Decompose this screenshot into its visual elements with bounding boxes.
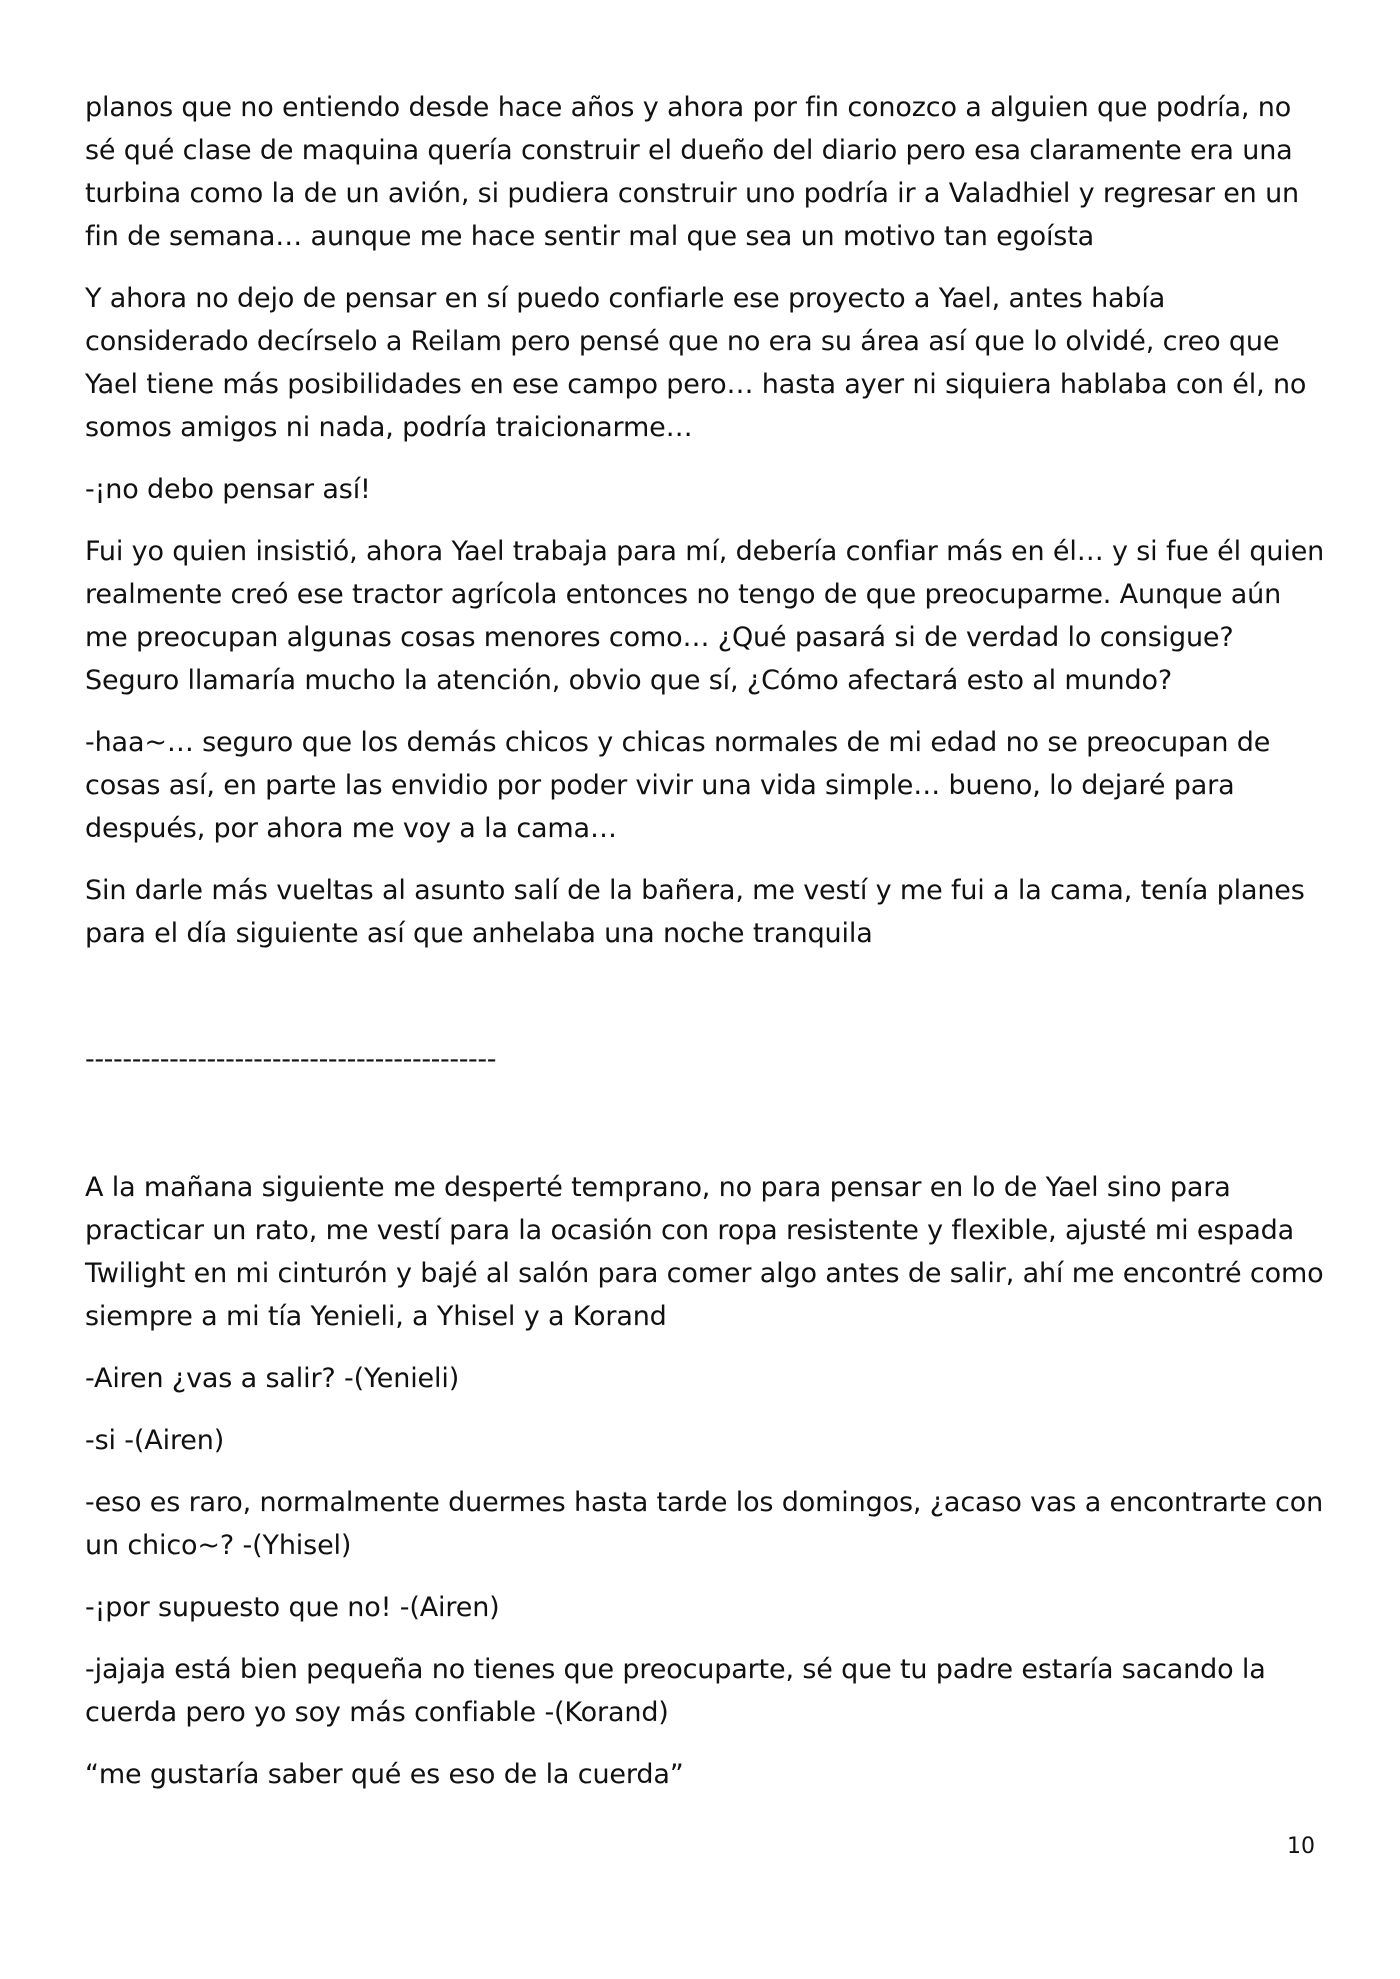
paragraph: Y ahora no dejo de pensar en sí puedo confiarle ese proyecto a Yael, antes había considerado decírselo a Reilam pero pensé que no era su área así que lo olvidé, creo que Yael tiene más posibilidades en ese campo pero… hasta ayer ni siquiera hablaba con él, no somos amigos ni nada, podría traicionarme… bbox=[85, 283, 1307, 443]
dialogue-line: -si -(Airen) bbox=[85, 1425, 225, 1456]
paragraph: planos que no entiendo desde hace años y ahora por fin conozco a alguien que podría, no sé qué clase de maquina quería construir el dueño del diario pero esa claramente era una turbina como la de un avión, si pudiera construir uno podría ir a Valadhiel y regresar en un fin de semana… aunque me hace sentir mal que sea un motivo tan egoísta bbox=[85, 92, 1299, 252]
dialogue-line: -jajaja está bien pequeña no tienes que preocuparte, sé que tu padre estaría sacando la cuerda pero yo soy más confiable -(Korand) bbox=[85, 1654, 1266, 1728]
scene-separator: -------------------------------------------- bbox=[85, 1044, 497, 1075]
paragraph: Fui yo quien insistió, ahora Yael trabaja para mí, debería confiar más en él… y si fue él quien realmente creó ese tractor agrícola entonces no tengo de que preocuparme. Aunque aún me preocupan algunas cosas menores como… ¿Qué pasará si de verdad lo consigue? Seguro llamaría mucho la atención, obvio que sí, ¿Cómo afectará esto al mundo? bbox=[85, 536, 1325, 696]
text-block-after-separator bbox=[85, 1166, 1325, 1796]
page-number: 10 bbox=[1287, 1834, 1315, 1859]
dialogue-line: -¡por supuesto que no! -(Airen) bbox=[85, 1592, 500, 1623]
dialogue-line: -Airen ¿vas a salir? -(Yenieli) bbox=[85, 1363, 460, 1394]
paragraph: Sin darle más vueltas al asunto salí de la bañera, me vestí y me fui a la cama, tenía planes para el día siguiente así que anhelaba una noche tranquila bbox=[85, 875, 1305, 949]
paragraph: -¡no debo pensar así! bbox=[85, 474, 371, 505]
paragraph: -haa~… seguro que los demás chicos y chicas normales de mi edad no se preocupan de cosas así, en parte las envidio por poder vivir una vida simple… bueno, lo dejaré para después, por ahora me voy a la cama… bbox=[85, 727, 1271, 844]
text-block-before-separator bbox=[85, 86, 1325, 955]
paragraph: A la mañana siguiente me desperté temprano, no para pensar en lo de Yael sino para practicar un rato, me vestí para la ocasión con ropa resistente y flexible, ajusté mi espada Twilight en mi cinturón y bajé al salón para comer algo antes de salir, ahí me encontré como siempre a mi tía Yenieli, a Yhisel y a Korand bbox=[85, 1172, 1324, 1332]
dialogue-line: -eso es raro, normalmente duermes hasta tarde los domingos, ¿acaso vas a encontrarte con un chico~? -(Yhisel) bbox=[85, 1487, 1324, 1561]
thought-line: “me gustaría saber qué es eso de la cuerda” bbox=[85, 1759, 684, 1790]
